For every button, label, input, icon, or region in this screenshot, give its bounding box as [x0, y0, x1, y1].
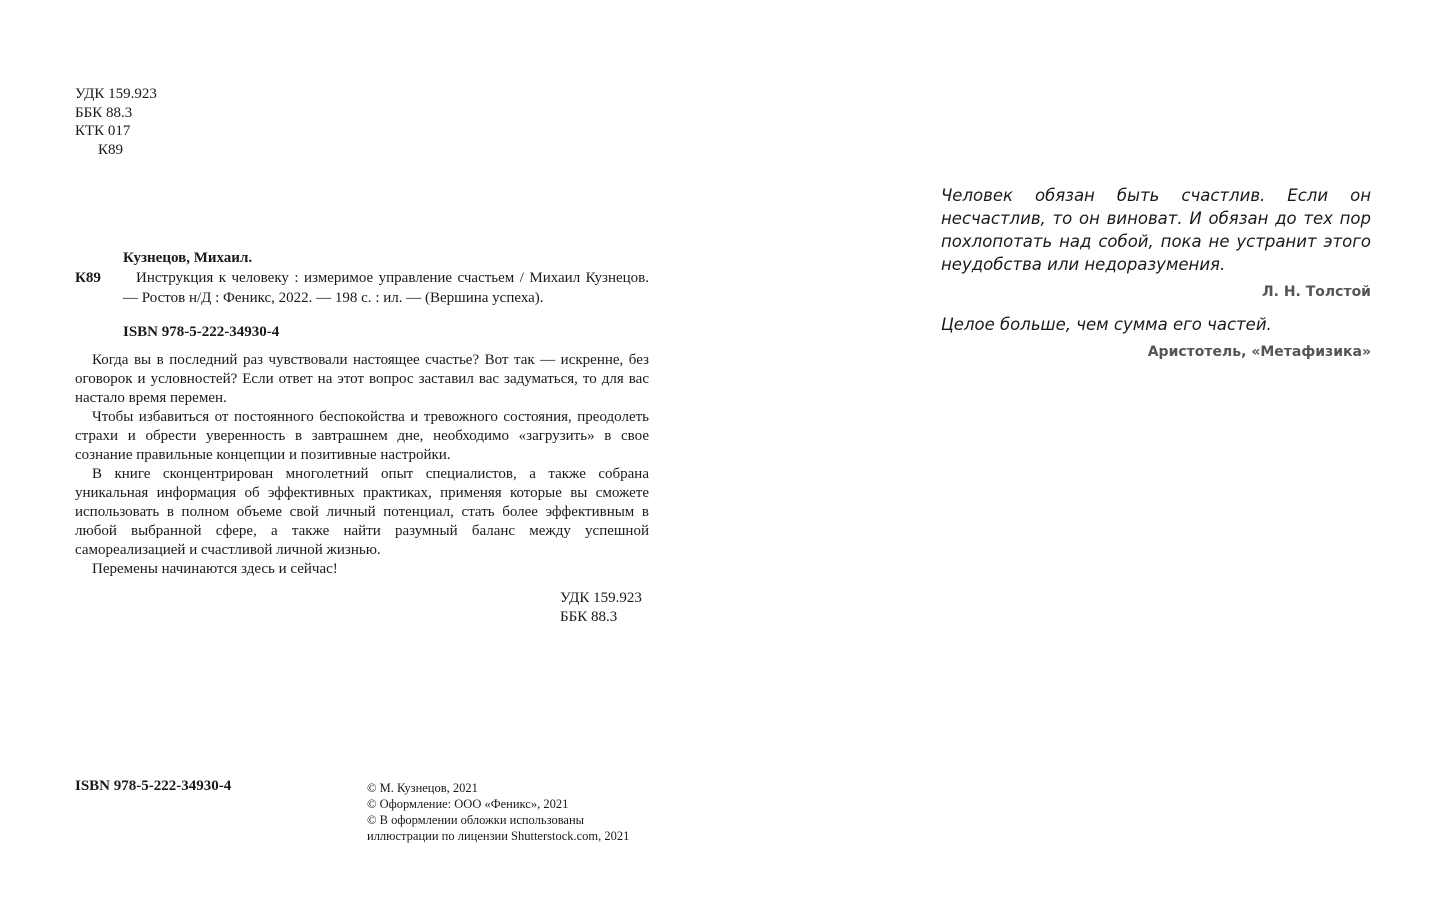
catalog-description: Инструкция к человеку : измеримое управление счастьем / Михаил Кузнецов. — Ростов н/Д : Феникс, 2022. — 198 с. : ил. — (Вершина успеха).	[123, 270, 649, 306]
annotation-paragraph: В книге сконцентрирован многолетний опыт специалистов, а также собрана уникальная информация об эффективных практиках, применяя которые вы сможете использовать в полном объеме свой личный потенциал, стать более эффективным в любой выбранной сфере, а также найти разумный баланс между успешной самореализацией и счастливой личной жизнью.	[75, 466, 649, 558]
udk-code: УДК 159.923	[75, 86, 157, 102]
annotation-paragraph: Чтобы избавиться от постоянного беспокойства и тревожного состояния, преодолеть страхи и обрести уверенность в завтрашнем дне, необходимо «загрузить» в свое сознание правильные концепции и позитивные настройки.	[75, 409, 649, 463]
ktk-code: КТК 017	[75, 123, 131, 139]
annotation-paragraph: Когда вы в последний раз чувствовали настоящее счастье? Вот так — искренне, без оговорок и условностей? Если ответ на этот вопрос заставил вас задуматься, то для вас настало время перемен.	[75, 352, 649, 406]
classification-codes	[75, 85, 157, 159]
udk-code-bottom: УДК 159.923	[560, 590, 642, 606]
catalog-author-mark: К89	[75, 270, 101, 286]
bbk-code: ББК 88.3	[75, 104, 133, 121]
catalog-isbn: ISBN 978-5-222-34930-4	[123, 324, 280, 340]
isbn-bottom: ISBN 978-5-222-34930-4	[75, 778, 232, 794]
author-mark: К89	[98, 141, 124, 158]
epigraph-author: Аристотель, «Метафизика»	[1147, 344, 1371, 360]
catalog-description-block	[123, 268, 649, 308]
classification-codes-bottom	[560, 589, 642, 627]
copyright-line: © М. Кузнецов, 2021	[367, 781, 478, 795]
bbk-code-bottom: ББК 88.3	[560, 609, 618, 625]
copyright-line: © В оформлении обложки использованы	[367, 813, 585, 827]
epigraphs	[941, 184, 1371, 360]
book-annotation	[75, 351, 649, 579]
annotation-paragraph: Перемены начинаются здесь и сейчас!	[92, 561, 338, 577]
copyright-line: иллюстрации по лицензии Shutterstock.com, 2021	[367, 829, 630, 843]
copyright-block	[367, 780, 629, 844]
copyright-line: © Оформление: ООО «Феникс», 2021	[367, 797, 569, 811]
epigraph-author: Л. Н. Толстой	[1262, 284, 1371, 300]
epigraph-quote: Человек обязан быть счастлив. Если он несчастлив, то он виноват. И обязан до тех пор похлопотать над собой, пока не устранит этого неудобства или недоразумения.	[941, 186, 1371, 274]
catalog-author: Кузнецов, Михаил.	[123, 250, 253, 266]
epigraph-quote: Целое больше, чем сумма его частей.	[941, 315, 1272, 334]
